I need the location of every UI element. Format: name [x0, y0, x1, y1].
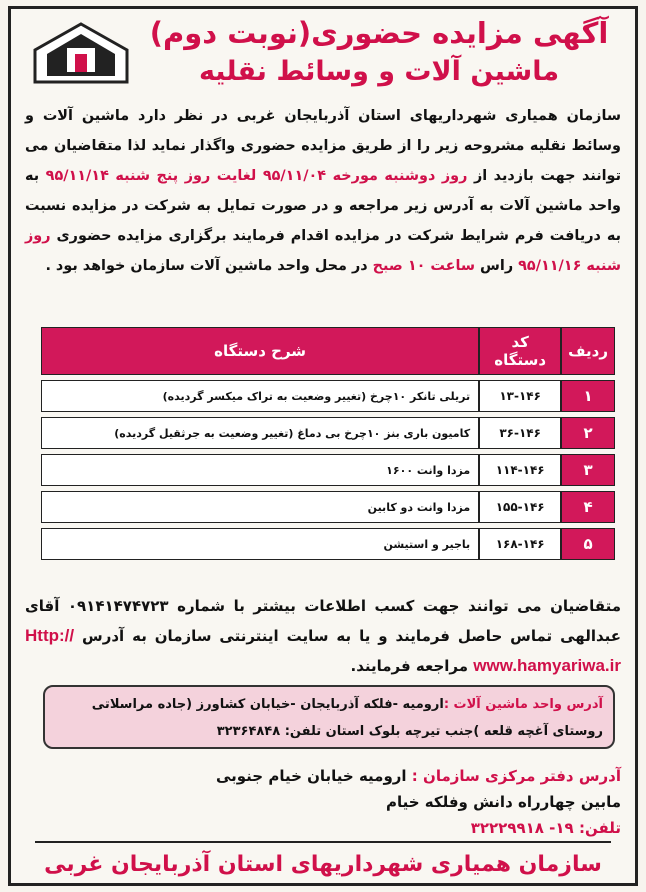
row-number: ۲	[561, 417, 615, 449]
machinery-address-box	[43, 685, 615, 749]
machinery-address-label: آدرس واحد ماشین آلات :	[443, 697, 603, 712]
contact-text: متقاضیان می توانند جهت کسب اطلاعات بیشتر با	[225, 597, 621, 615]
footer-org-name: سازمان همیاری شهرداریهای استان آذربایجان غربی	[44, 852, 602, 877]
advertisement-page	[8, 6, 638, 886]
contact-text: تماس حاصل فرمایند و یا به سایت اینترنتی سازمان به آدرس	[74, 627, 561, 645]
intro-text: راس	[475, 258, 519, 274]
devices-table	[41, 322, 615, 565]
device-description: مزدا وانت دو کابین	[41, 491, 479, 523]
visit-dates: روز دوشنبه مورخه ۹۵/۱۱/۰۴ لغایت روز پنج شنبه ۹۵/۱۱/۱۴	[45, 168, 468, 184]
table-row	[41, 528, 615, 560]
table-row	[41, 454, 615, 486]
ad-subtitle: ماشین آلات و وسائط نقلیه	[198, 56, 560, 87]
contact-person: آقای عبدالهی	[25, 597, 621, 645]
row-number: ۳	[561, 454, 615, 486]
device-code: ۱۱۴-۱۴۶	[479, 454, 561, 486]
office-address-line2: مابین چهارراه دانش وفلکه خیام	[386, 793, 621, 811]
table-row	[41, 380, 615, 412]
device-description: تریلی تانکر ۱۰چرخ (تغییر وضعیت به تراک میکسر گردیده)	[41, 380, 479, 412]
device-code: ۱۶۸-۱۴۶	[479, 528, 561, 560]
auction-time: ساعت ۱۰ صبح	[372, 258, 476, 274]
row-number: ۵	[561, 528, 615, 560]
row-number: ۴	[561, 491, 615, 523]
contact-paragraph	[25, 592, 621, 681]
table-row	[41, 417, 615, 449]
office-address	[25, 763, 621, 841]
table-row	[41, 491, 615, 523]
office-address-street: ارومیه خیابان خیام جنوبی	[215, 767, 407, 785]
device-description: کامیون باری بنز ۱۰چرخ بی دماغ (تغییر وضعیت به جرثقیل گردیده)	[41, 417, 479, 449]
header	[21, 13, 625, 99]
device-description: باجیر و استیشن	[41, 528, 479, 560]
row-number: ۱	[561, 380, 615, 412]
website-link[interactable]: Http:// www.hamyariwa.ir	[25, 626, 621, 675]
table-header-row	[41, 327, 615, 375]
office-address-line1	[25, 763, 621, 789]
office-phone: تلفن: ۱۹- ۳۲۲۲۹۹۱۸	[470, 819, 621, 837]
column-header-description: شرح دستگاه	[41, 327, 479, 375]
contact-phone: شماره ۰۹۱۴۱۴۷۴۷۲۳	[67, 597, 226, 615]
org-name: سازمان همیاری شهرداریهای استان آذربایجان غربی	[236, 108, 621, 124]
office-address-label: آدرس دفتر مرکزی سازمان :	[406, 767, 621, 785]
organization-logo	[27, 19, 135, 89]
logo-emblem-icon	[29, 20, 133, 88]
intro-text: به واحد ماشین آلات به آدرس زیر مراجعه و در صورت تمایل به شرکت در مزایده نسبت به دریافت فرم شرایط شرکت در مزایده اقدام فرمایند برگزاری مزایده حضوری	[25, 168, 621, 244]
auction-date: روز شنبه ۹۵/۱۱/۱۶	[25, 228, 621, 274]
column-header-code: کد دستگاه	[479, 327, 561, 375]
device-description: مزدا وانت ۱۶۰۰	[41, 454, 479, 486]
footer-divider	[35, 841, 611, 843]
column-header-row-number: ردیف	[561, 327, 615, 375]
device-code: ۱۵۵-۱۴۶	[479, 491, 561, 523]
device-code: ۱۳-۱۴۶	[479, 380, 561, 412]
intro-text: در نظر دارد ماشین آلات و وسائط نقلیه مشروحه زیر را از طریق مزایده حضوری واگذار نماید لذا متقاضیان می توانند جهت بازدید از	[25, 108, 621, 184]
intro-paragraph	[25, 101, 621, 281]
intro-text: در محل واحد ماشین آلات سازمان خواهد بود .	[45, 258, 373, 274]
contact-text: مراجعه فرمایند.	[350, 657, 474, 675]
device-code: ۳۶-۱۴۶	[479, 417, 561, 449]
ad-title: آگهی مزایده حضوری(نوبت دوم)	[149, 16, 609, 50]
machinery-address-text: ارومیه -فلکه آذربایجان -خیابان کشاورز (جاده مراسلاتی روستای آغچه قلعه )جنب تیرچه بلوک استان تلفن: ۳۲۳۶۴۸۴۸	[91, 697, 603, 739]
